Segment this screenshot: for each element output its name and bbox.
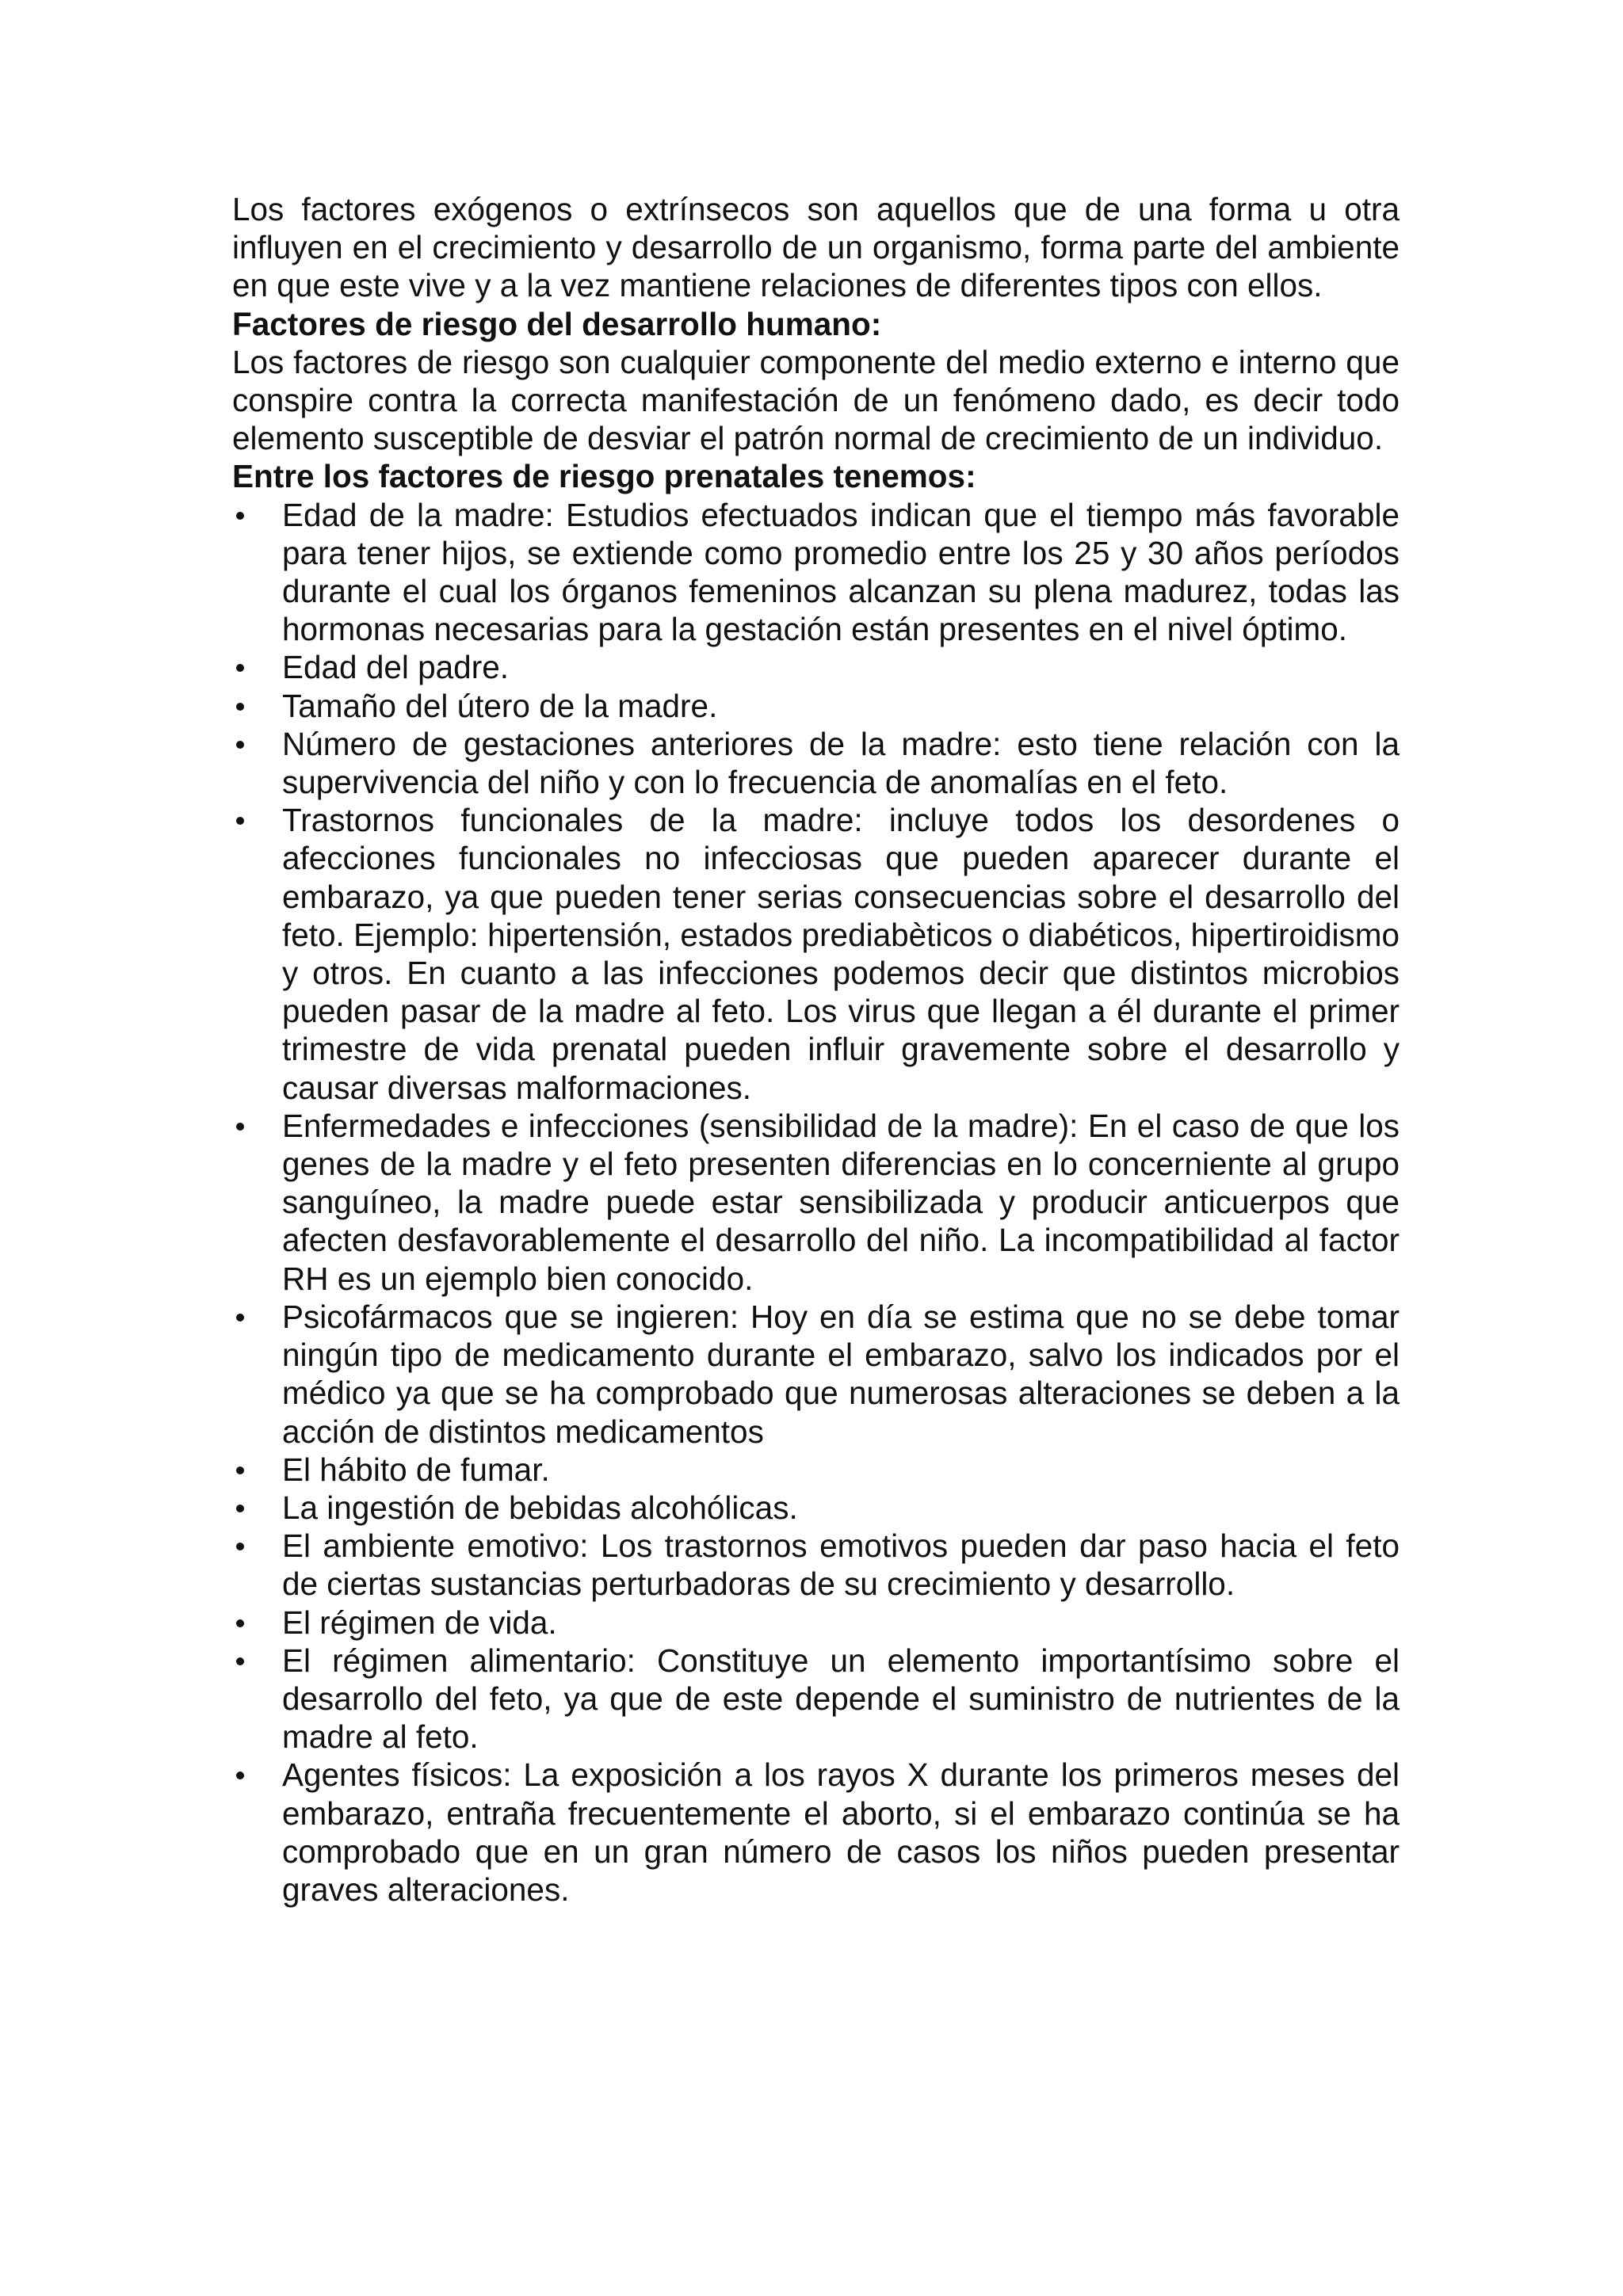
bullet-icon (236, 1123, 244, 1131)
bullet-icon (236, 512, 244, 520)
list-item-text: El hábito de fumar. (282, 1451, 550, 1488)
list-item (232, 1451, 1400, 1489)
prenatal-factors-heading: Entre los factores de riesgo prenatales tenemos: (232, 458, 976, 495)
bullet-icon (236, 1505, 244, 1512)
bullet-icon (236, 1314, 244, 1322)
list-item (232, 687, 1400, 725)
bullet-icon (236, 1466, 244, 1474)
list-item-text: Tamaño del útero de la madre. (282, 687, 718, 724)
list-item (232, 1756, 1400, 1909)
list-item (232, 1604, 1400, 1642)
list-item-text: El régimen alimentario: Constituye un elemento importantísimo sobre el desarrollo del feto, ya que de este depende el suministro de nutrientes de la madre al feto. (282, 1642, 1400, 1756)
list-item (232, 1489, 1400, 1527)
list-item (232, 801, 1400, 1107)
list-item (232, 1298, 1400, 1451)
bullet-icon (236, 1657, 244, 1665)
list-item-text: El ambiente emotivo: Los trastornos emotivos pueden dar paso hacia el feto de ciertas sustancias perturbadoras de su crecimiento y desarrollo. (282, 1527, 1400, 1603)
list-item-text: La ingestión de bebidas alcohólicas. (282, 1489, 798, 1526)
list-item-text: Número de gestaciones anteriores de la madre: esto tiene relación con la supervivencia del niño y con lo frecuencia de anomalías en el feto. (282, 725, 1400, 801)
list-item-text: Agentes físicos: La exposición a los rayos X durante los primeros meses del embarazo, entraña frecuentemente el aborto, si el embarazo continúa se ha comprobado que en un gran número de casos los niños pueden presentar graves alteraciones. (282, 1756, 1400, 1908)
prenatal-factors-list (232, 496, 1400, 1909)
list-item-text: Psicofármacos que se ingieren: Hoy en día se estima que no se debe tomar ningún tipo de medicamento durante el embarazo, salvo los indicados por el médico ya que se ha comprobado que numerosas alteraciones se deben a la acción de distintos medicamentos (282, 1298, 1400, 1450)
list-item (232, 725, 1400, 801)
list-item (232, 648, 1400, 686)
list-item (232, 1107, 1400, 1298)
list-item-text: Edad de la madre: Estudios efectuados indican que el tiempo más favorable para tener hijos, se extiende como promedio entre los 25 y 30 años períodos durante el cual los órganos femeninos alcanzan su plena madurez, todas las hormonas necesarias para la gestación están presentes en el nivel óptimo. (282, 496, 1400, 648)
list-item-text: Trastornos funcionales de la madre: incluye todos los desordenes o afecciones funcionales no infecciosas que pueden aparecer durante el embarazo, ya que pueden tener serias consecuencias sobre el desarrollo del feto. Ejemplo: hipertensión, estados prediabèticos o diabéticos, hipertiroidismo y otros. En cuanto a las infecciones podemos decir que distintos microbios pueden pasar de la madre al feto. Los virus que llegan a él durante el primer trimestre de vida prenatal pueden influir gravemente sobre el desarrollo y causar diversas malformaciones. (282, 802, 1400, 1106)
bullet-icon (236, 817, 244, 825)
list-item-text: El régimen de vida. (282, 1604, 557, 1641)
list-item-text: Enfermedades e infecciones (sensibilidad de la madre): En el caso de que los genes de la madre y el feto presenten diferencias en lo concerniente al grupo sanguíneo, la madre puede estar sensibilizada y producir anticuerpos que afecten desfavorablemente el desarrollo del niño. La incompatibilidad al factor RH es un ejemplo bien conocido. (282, 1107, 1400, 1297)
list-item (232, 496, 1400, 649)
bullet-icon (236, 664, 244, 672)
bullet-icon (236, 1543, 244, 1550)
intro-paragraph: Los factores exógenos o extrínsecos son aquellos que de una forma u otra influyen en el crecimiento y desarrollo de un organismo, forma parte del ambiente en que este vive y a la vez mantiene relaciones de diferentes tipos con ellos. (232, 191, 1400, 304)
list-item (232, 1527, 1400, 1603)
bullet-icon (236, 1772, 244, 1779)
document-page (232, 190, 1400, 1909)
bullet-icon (236, 741, 244, 749)
list-item-text: Edad del padre. (282, 649, 509, 686)
risk-factors-paragraph: Los factores de riesgo son cualquier componente del medio externo e interno que conspire contra la correcta manifestación de un fenómeno dado, es decir todo elemento susceptible de desviar el patrón normal de crecimiento de un individuo. (232, 343, 1400, 457)
bullet-icon (236, 1619, 244, 1627)
list-item (232, 1642, 1400, 1756)
risk-factors-heading: Factores de riesgo del desarrollo humano: (232, 305, 882, 342)
bullet-icon (236, 703, 244, 711)
